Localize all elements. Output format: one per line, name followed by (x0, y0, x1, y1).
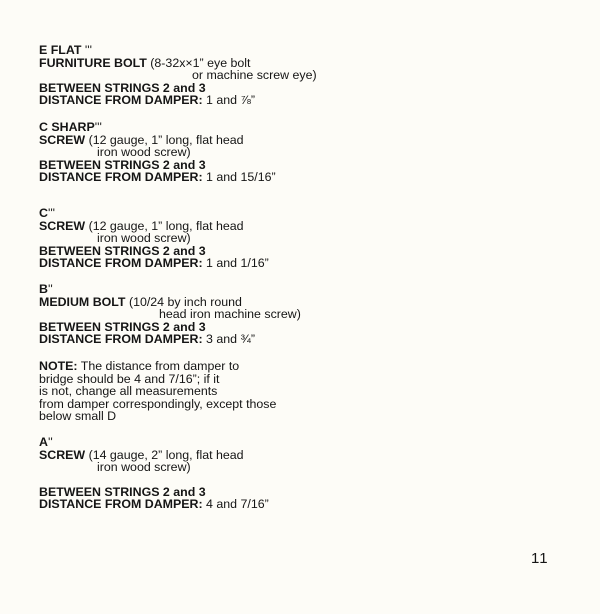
distance-value: 4 and 7/16” (202, 497, 269, 512)
note-text-line: is not, change all measurements (39, 384, 218, 399)
part-label: FURNITURE BOLT (39, 55, 147, 70)
part-label: SCREW (39, 218, 86, 233)
note-text-line: bridge should be 4 and 7/16”; if it (39, 371, 220, 386)
note-name: E FLAT (39, 43, 82, 57)
entry-c (39, 207, 269, 270)
part-description-cont: head iron machine screw) (159, 307, 301, 322)
note-octave-mark: ''' (84, 43, 93, 57)
distance-label: DISTANCE FROM DAMPER: (39, 497, 203, 512)
distance-label: DISTANCE FROM DAMPER: (39, 170, 203, 185)
part-description: (14 gauge, 2” long, flat head (85, 447, 244, 462)
distance-value: 3 and ¾” (202, 332, 255, 347)
distance-value: 1 and 15/16” (202, 170, 276, 185)
distance-value: 1 and ⅞” (202, 93, 255, 108)
between-strings: BETWEEN STRINGS 2 and 3 (39, 319, 206, 334)
part-description-cont: or machine screw eye) (192, 68, 317, 83)
page-number: 11 (531, 550, 549, 567)
note-name: B (39, 282, 48, 296)
note-label: NOTE: (39, 359, 78, 373)
between-strings: BETWEEN STRINGS 2 and 3 (39, 484, 206, 499)
between-strings: BETWEEN STRINGS 2 and 3 (39, 80, 206, 95)
note-name: A (39, 435, 48, 449)
part-description-cont: iron wood screw) (97, 460, 191, 475)
note-octave-mark: '' (47, 435, 53, 449)
entry-b (39, 283, 301, 346)
part-description-cont: iron wood screw) (97, 231, 191, 246)
part-description: (8-32x×1” eye bolt (146, 55, 251, 70)
part-description: (10/24 by inch round (125, 294, 242, 309)
part-label: MEDIUM BOLT (39, 294, 126, 309)
distance-label: DISTANCE FROM DAMPER: (39, 332, 203, 347)
entry-e-flat (39, 44, 317, 107)
part-label: SCREW (39, 132, 86, 147)
entry-c-sharp (39, 121, 276, 184)
note-text-line: below small D (39, 409, 117, 424)
note-name: C (39, 206, 48, 220)
note-name: C SHARP (39, 120, 95, 134)
distance-value: 1 and 1/16” (202, 256, 269, 271)
entry-a (39, 436, 269, 511)
note-text-line: The distance from damper to (77, 359, 240, 373)
between-strings: BETWEEN STRINGS 2 and 3 (39, 243, 206, 258)
note-octave-mark: '' (47, 282, 53, 296)
note-paragraph (39, 360, 276, 423)
note-text-line: from damper correspondingly, except those (39, 396, 277, 411)
part-description-cont: iron wood screw) (97, 145, 191, 160)
part-description: (12 gauge, 1” long, flat head (85, 218, 244, 233)
distance-label: DISTANCE FROM DAMPER: (39, 93, 203, 108)
note-octave-mark: ''' (94, 120, 102, 134)
part-description: (12 gauge, 1” long, flat head (85, 132, 244, 147)
part-label: SCREW (39, 447, 86, 462)
between-strings: BETWEEN STRINGS 2 and 3 (39, 157, 206, 172)
note-octave-mark: ''' (47, 206, 56, 220)
distance-label: DISTANCE FROM DAMPER: (39, 256, 203, 271)
